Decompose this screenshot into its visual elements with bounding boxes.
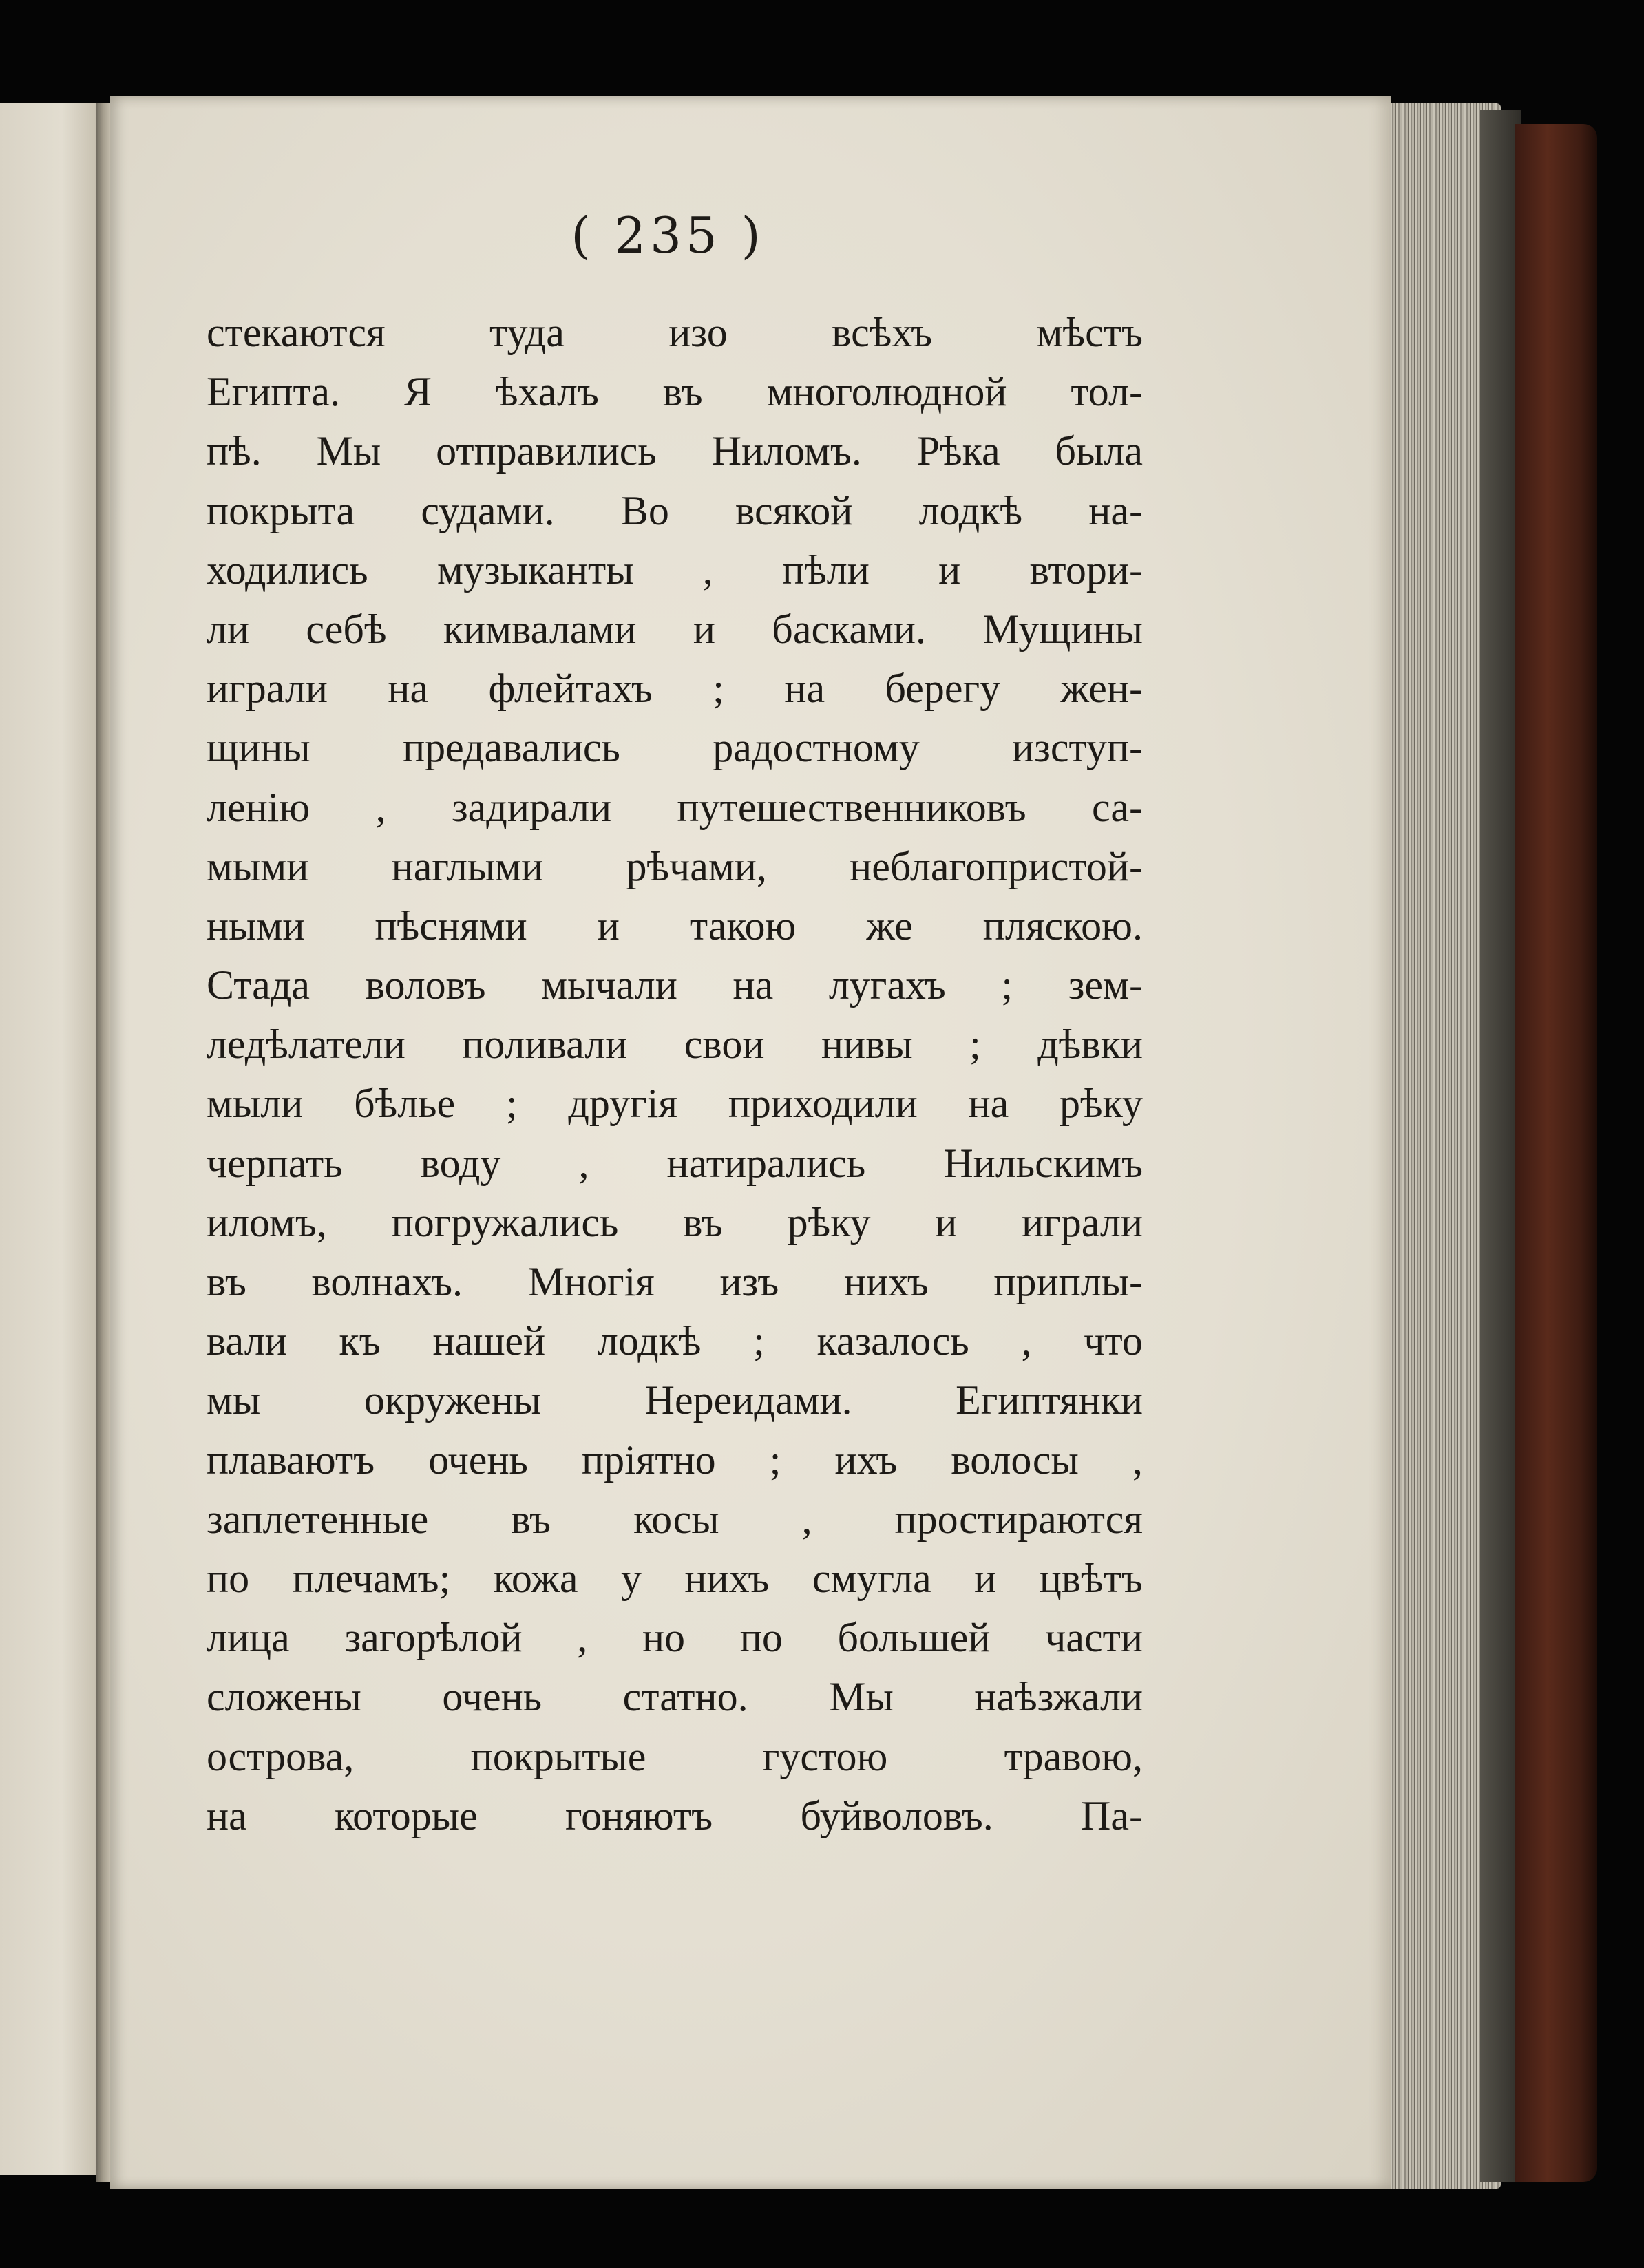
text-line	[207, 421, 1143, 480]
text-word: по	[739, 1615, 783, 1661]
text-word: всякой	[735, 487, 853, 533]
text-word: казалось	[816, 1318, 969, 1364]
text-word: туда	[489, 310, 565, 355]
text-word: ,	[1021, 1318, 1032, 1364]
text-word: свои	[684, 1021, 765, 1068]
text-line	[207, 1074, 1143, 1133]
text-word: мѣстъ	[1036, 310, 1143, 355]
text-word: на-	[1088, 487, 1143, 533]
text-word: дѣвки	[1037, 1021, 1143, 1068]
text-word: части	[1045, 1615, 1143, 1661]
text-line	[207, 1370, 1143, 1430]
text-line	[207, 303, 1143, 362]
text-word: пѣли	[782, 547, 870, 593]
text-word: ;	[713, 666, 724, 712]
text-word: у	[620, 1555, 642, 1601]
text-word: нихъ	[843, 1259, 929, 1304]
text-line	[207, 955, 1143, 1015]
text-word: ихъ	[834, 1437, 898, 1483]
text-word: травою,	[1004, 1733, 1143, 1779]
text-word: втори-	[1029, 547, 1143, 593]
text-word: очень	[428, 1437, 528, 1483]
text-word: приплы-	[993, 1259, 1143, 1304]
text-line	[207, 1015, 1143, 1074]
text-word: на	[207, 1792, 247, 1838]
text-line	[207, 1608, 1143, 1667]
text-line	[207, 1252, 1143, 1311]
text-word: другія	[568, 1081, 678, 1127]
text-word: Египта.	[207, 369, 341, 415]
text-word: къ	[339, 1318, 381, 1364]
text-word: пѣснями	[375, 902, 527, 948]
text-word: наглыми	[391, 843, 544, 889]
text-line	[207, 1430, 1143, 1490]
text-word: поливали	[462, 1021, 628, 1068]
text-word: изо	[668, 310, 728, 355]
text-word: натирались	[666, 1140, 866, 1186]
page-number: ( 235 )	[571, 206, 765, 264]
text-word: но	[642, 1615, 686, 1661]
leather-cover	[1515, 124, 1597, 2182]
text-word: флейтахъ	[488, 666, 653, 712]
text-word: мычали	[541, 962, 677, 1008]
text-word: и	[935, 1199, 958, 1245]
text-word: лугахъ	[828, 962, 946, 1008]
text-line	[207, 1311, 1143, 1370]
text-word: наѣзжали	[974, 1674, 1143, 1720]
text-line	[207, 1134, 1143, 1193]
text-word: очень	[442, 1674, 542, 1720]
text-line	[207, 896, 1143, 955]
text-line	[207, 718, 1143, 777]
text-line	[207, 778, 1143, 837]
text-word: густою	[762, 1733, 888, 1779]
text-word: играли	[207, 666, 328, 712]
text-word: пѣ.	[207, 428, 262, 474]
text-word: рѣчами,	[626, 843, 767, 889]
text-word: ходились	[207, 547, 368, 593]
text-word: по	[207, 1555, 250, 1601]
text-word: ,	[801, 1496, 812, 1542]
text-line	[207, 1490, 1143, 1549]
text-word: предавались	[403, 725, 620, 771]
text-word: кимвалами	[443, 606, 637, 652]
text-word: пляскою.	[982, 902, 1143, 948]
text-line	[207, 1786, 1143, 1845]
text-word: рѣку	[1060, 1081, 1143, 1127]
text-word: мыми	[207, 843, 309, 889]
text-word: Рѣка	[916, 428, 1000, 474]
text-word: же	[866, 902, 913, 948]
text-line	[207, 540, 1143, 600]
text-word: сложены	[207, 1674, 361, 1720]
text-line	[207, 1667, 1143, 1726]
text-word: радостному	[713, 725, 920, 771]
text-word: на	[784, 666, 825, 712]
text-word: играли	[1022, 1199, 1143, 1245]
text-word: лодкѣ	[597, 1318, 702, 1364]
text-word: ли	[207, 606, 250, 652]
text-word: ѣхалъ	[495, 369, 599, 415]
text-word: путешественниковъ	[677, 784, 1026, 830]
text-word: неблагопристой-	[850, 843, 1143, 889]
text-word: погружались	[391, 1199, 619, 1245]
text-word: мыли	[207, 1081, 304, 1127]
text-word: всѣхъ	[832, 310, 933, 355]
text-word: которые	[335, 1792, 478, 1838]
text-word: Стада	[207, 962, 310, 1008]
text-word: воловъ	[365, 962, 486, 1008]
text-word: что	[1084, 1318, 1143, 1364]
text-word: нашей	[432, 1318, 546, 1364]
text-word: Я	[403, 369, 432, 415]
text-word: волосы	[951, 1437, 1079, 1483]
text-word: берегу	[885, 666, 1001, 712]
text-word: плаваютъ	[207, 1437, 375, 1483]
left-facing-page	[0, 103, 103, 2175]
text-word: на	[968, 1081, 1009, 1127]
text-word: большей	[837, 1615, 991, 1661]
text-word: Египтянки	[956, 1377, 1143, 1423]
text-word: изступ-	[1012, 725, 1143, 771]
text-line	[207, 600, 1143, 659]
text-word: статно.	[622, 1674, 748, 1720]
text-word: Во	[620, 487, 669, 533]
text-word: острова,	[207, 1733, 355, 1779]
text-word: нихъ	[684, 1555, 770, 1601]
text-word: басками.	[772, 606, 927, 652]
text-word: задирали	[451, 784, 612, 830]
text-word: Мы	[829, 1674, 894, 1720]
text-word: Ниломъ.	[711, 428, 862, 474]
text-word: въ	[511, 1496, 551, 1542]
text-word: буйволовъ.	[800, 1792, 993, 1838]
text-word: многолюдной	[766, 369, 1007, 415]
text-word: Нильскимъ	[943, 1140, 1143, 1186]
text-word: смугла	[812, 1555, 931, 1601]
text-word: себѣ	[306, 606, 387, 652]
text-word: Мущины	[982, 606, 1143, 652]
text-line	[207, 481, 1143, 540]
text-word: покрыта	[207, 487, 355, 533]
text-word: ;	[1001, 962, 1013, 1008]
text-word: мы	[207, 1377, 261, 1423]
text-word: въ	[683, 1199, 723, 1245]
text-word: простираются	[894, 1496, 1143, 1542]
text-word: судами.	[421, 487, 555, 533]
text-word: на	[733, 962, 774, 1008]
text-word: покрытые	[470, 1733, 646, 1779]
text-word: ;	[753, 1318, 765, 1364]
text-word: музыканты	[436, 547, 634, 593]
text-word: и	[974, 1555, 997, 1601]
text-word: и	[597, 902, 620, 948]
text-word: ,	[578, 1140, 589, 1186]
text-line	[207, 1727, 1143, 1786]
text-word: Нереидами.	[644, 1377, 852, 1423]
text-word: окружены	[363, 1377, 542, 1423]
text-word: ледѣлатели	[207, 1021, 405, 1068]
text-line	[207, 1193, 1143, 1252]
text-word: въ	[207, 1259, 246, 1304]
text-word: нивы	[821, 1021, 913, 1068]
text-word: воду	[420, 1140, 501, 1186]
text-word: такою	[689, 902, 797, 948]
text-word: Па-	[1081, 1792, 1143, 1838]
text-line	[207, 1549, 1143, 1608]
text-word: ;	[969, 1021, 981, 1068]
text-word: заплетенные	[207, 1496, 429, 1542]
text-line	[207, 362, 1143, 421]
text-word: ;	[505, 1081, 518, 1127]
text-word: рѣку	[787, 1199, 871, 1245]
text-word: отправились	[436, 428, 657, 474]
text-word: иломъ,	[207, 1199, 327, 1245]
text-word: ,	[375, 784, 386, 830]
text-word: Многія	[527, 1259, 655, 1304]
text-word: пріятно	[581, 1437, 716, 1483]
text-word: цвѣтъ	[1039, 1555, 1143, 1601]
text-word: ленію	[207, 784, 310, 830]
text-word: ;	[769, 1437, 781, 1483]
text-word: жен-	[1060, 666, 1143, 712]
text-word: гоняютъ	[565, 1792, 713, 1838]
text-word: са-	[1091, 784, 1143, 830]
text-word: ,	[577, 1615, 588, 1661]
text-word: приходили	[728, 1081, 918, 1127]
text-word: ,	[702, 547, 713, 593]
text-word: въ	[662, 369, 703, 415]
text-word: Мы	[316, 428, 381, 474]
text-word: и	[693, 606, 715, 652]
page-text	[207, 303, 1143, 1845]
text-word: плечамъ;	[292, 1555, 451, 1601]
text-line	[207, 659, 1143, 718]
text-word: ,	[1132, 1437, 1143, 1483]
text-word: косы	[633, 1496, 719, 1542]
text-word: изъ	[719, 1259, 779, 1304]
text-word: загорѣлой	[344, 1615, 523, 1661]
text-word: лодкѣ	[918, 487, 1023, 533]
text-word: кожа	[493, 1555, 578, 1601]
text-word: лица	[207, 1615, 290, 1661]
text-word: волнахъ.	[311, 1259, 463, 1304]
text-word: зем-	[1068, 962, 1143, 1008]
text-word: черпать	[207, 1140, 343, 1186]
text-word: бѣлье	[354, 1081, 456, 1127]
text-line	[207, 837, 1143, 896]
text-word: на	[388, 666, 429, 712]
text-word: ными	[207, 902, 305, 948]
text-word: тол-	[1071, 369, 1143, 415]
text-word: была	[1055, 428, 1143, 474]
text-word: вали	[207, 1318, 287, 1364]
text-word: щины	[207, 725, 310, 771]
text-word: стекаются	[207, 310, 386, 355]
text-word: и	[938, 547, 961, 593]
